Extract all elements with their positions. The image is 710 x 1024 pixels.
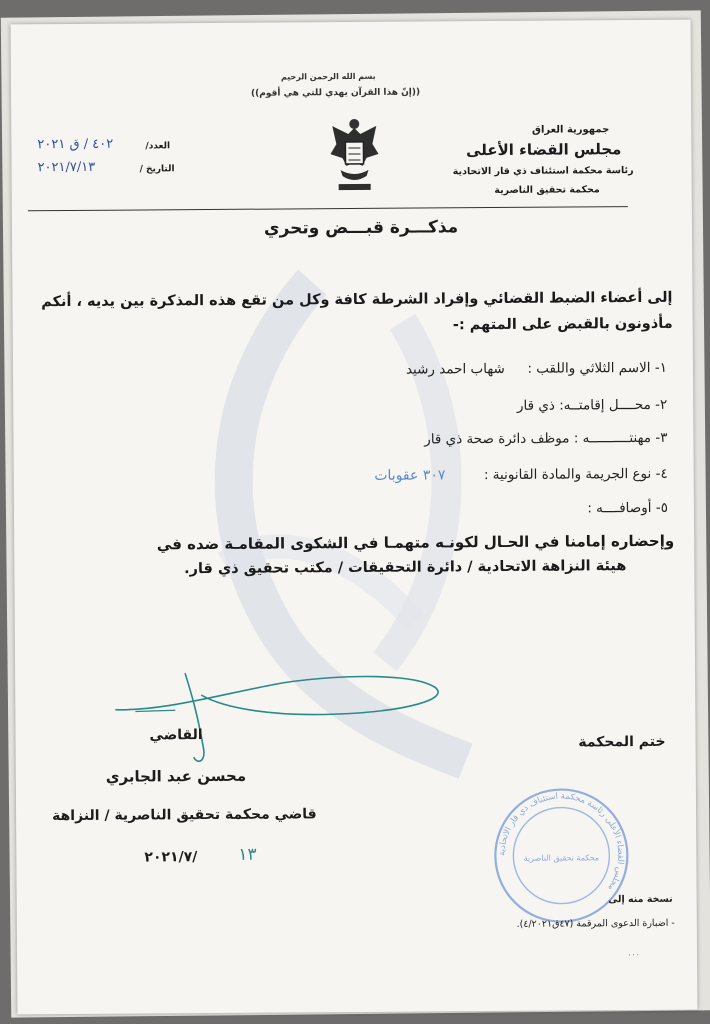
field-row-profession bbox=[424, 430, 667, 448]
field-label: أوصافــــه : bbox=[587, 499, 652, 517]
republic-label: جمهورية العراق bbox=[532, 124, 610, 136]
field-value: ذي قار bbox=[516, 397, 555, 414]
basmala: بسم الله الرحمن الرحيم bbox=[280, 71, 376, 82]
field-row-name bbox=[406, 360, 667, 378]
closing-line-2: هيئة النزاهة الاتحادية / دائرة التحقيقات / مكتب تحقيق ذي قار. bbox=[184, 558, 627, 578]
field-value: شهاب احمد رشيد bbox=[405, 360, 505, 378]
intro-line-2: مأذونون بالقبض على المتهم :- bbox=[452, 315, 673, 334]
document-page bbox=[11, 20, 698, 1015]
stamp-ring-text: مجلس القضاء الأعلى رئاسة محكمة استئناف ذي قار الاتحادية bbox=[497, 791, 626, 893]
copy-to-label: نسخة منه إلى bbox=[608, 893, 673, 906]
field-label: محــــل إقامتــه: bbox=[559, 396, 651, 414]
field-num: ٤- bbox=[655, 465, 668, 482]
court-seal-label: ختم المحكمة bbox=[578, 733, 666, 751]
field-row-description bbox=[587, 500, 668, 517]
field-value: موظف دائرة صحة ذي قار bbox=[424, 430, 570, 448]
court-label: محكمة تحقيق الناصرية bbox=[494, 184, 600, 197]
iraq-eagle-emblem-icon bbox=[326, 114, 383, 198]
footer-mark: ٠٠٠ bbox=[627, 950, 640, 960]
sign-date: ٢٠٢١/٧/ bbox=[144, 849, 198, 866]
council-label: مجلس القضاء الأعلى bbox=[465, 140, 622, 160]
judge-name: محسن عبد الجابري bbox=[105, 766, 247, 786]
presidency-label: رئاسة محكمة استئناف ذي قار الاتحادية bbox=[452, 165, 634, 178]
judge-title: القاضي bbox=[149, 727, 203, 744]
judge-signature bbox=[105, 651, 526, 774]
header-divider bbox=[28, 206, 628, 211]
intro-line-1: إلى أعضاء الضبط القضائي وإفراد الشرطة كافة وكل من تقع هذه المذكرة بين يديه ، أنكم bbox=[41, 289, 673, 311]
quran-verse: ((إنّ هذا القرآن يهدي للتي هي أقوم)) bbox=[251, 87, 421, 99]
field-num: ٢- bbox=[655, 396, 668, 413]
sign-day: ١٣ bbox=[238, 844, 257, 865]
closing-line-1: وإحضاره إمامنا في الحـال لكونـه متهمـا في الشكوى المقامـة ضده في bbox=[156, 531, 675, 554]
date-label: التاريخ / bbox=[139, 164, 175, 175]
date-value: ٢٠٢١/٧/١٣ bbox=[37, 159, 96, 176]
field-label: نوع الجريمة والمادة القانونية : bbox=[483, 465, 652, 484]
judge-position: قاضي محكمة تحقيق الناصرية / النزاهة bbox=[52, 806, 317, 825]
court-stamp bbox=[486, 780, 637, 931]
number-label: العدد/ bbox=[145, 141, 171, 152]
field-label: مهنتــــــــــه : bbox=[573, 429, 652, 447]
field-value: ٣٠٧ عقوبات bbox=[374, 467, 446, 484]
field-num: ١- bbox=[654, 359, 668, 376]
field-row-residence bbox=[517, 397, 667, 414]
number-value: ٤٠٢ / ق ٢٠٢١ bbox=[37, 136, 114, 153]
footer-line: - اضبارة الدعوى المرقمة (٤٧ق٤/٢٠٢١). bbox=[516, 917, 675, 930]
field-num: ٣- bbox=[655, 429, 668, 446]
document-title: مذكـــرة قبـــض وتحري bbox=[263, 217, 459, 239]
field-label: الاسم الثلاثي واللقب : bbox=[527, 359, 651, 377]
field-row-crime bbox=[374, 466, 667, 484]
stamp-center-text: محكمة تحقيق الناصرية bbox=[523, 853, 600, 863]
field-num: ٥- bbox=[655, 499, 668, 516]
